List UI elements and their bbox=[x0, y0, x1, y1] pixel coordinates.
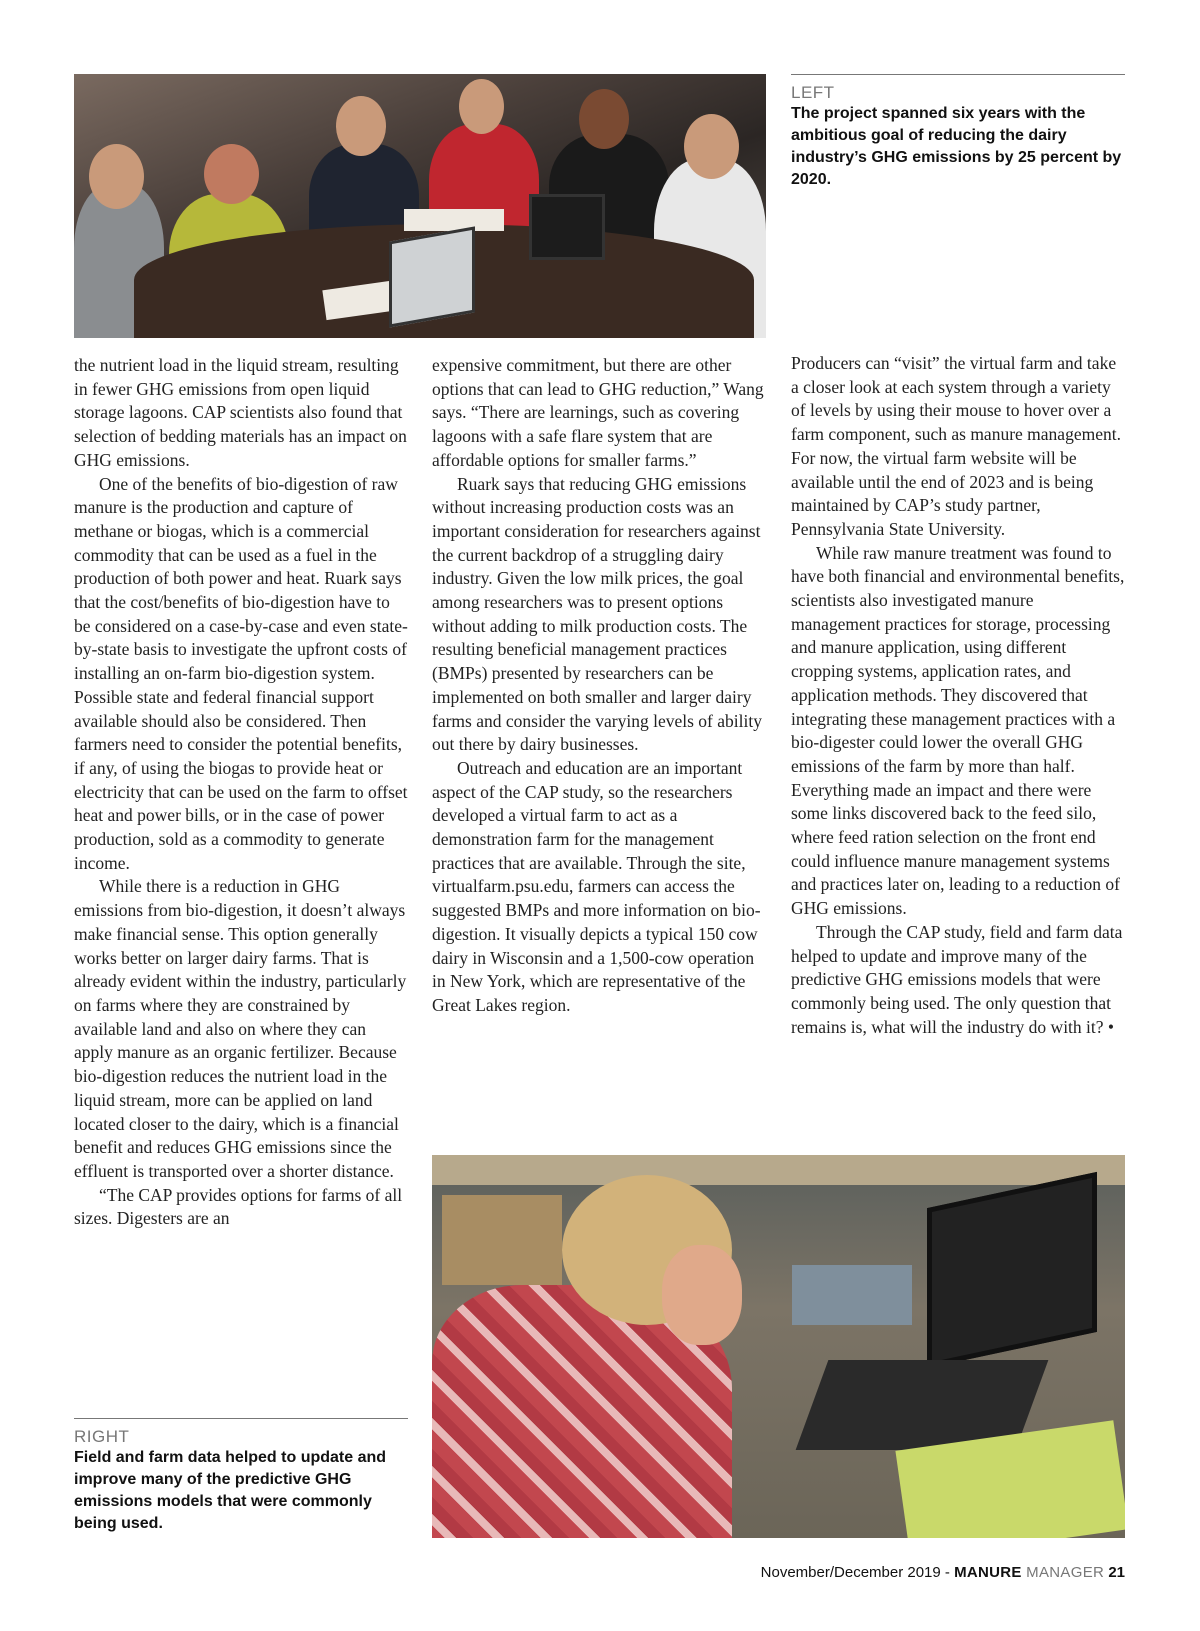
paragraph: Ruark says that reducing GHG emissions without increasing production costs was an important consideration for researchers against the current backdrop of a struggling dairy industry. Given the low milk prices, the goal among researchers was to present options without adding to milk production costs. The resulting beneficial management practices (BMPs) presented by researchers can be implemented on both smaller and larger dairy farms and consider the varying levels of ability out there by dairy businesses. bbox=[432, 473, 762, 755]
caption-right bbox=[74, 1418, 408, 1535]
paragraph: One of the benefits of bio-digestion of raw manure is the production and capture of methane or biogas, which is a commercial commodity that can be used as a fuel in the production of both power and heat. Ruark says that the cost/benefits of bio-digestion have to be considered on a case-by-case and even state-by-state basis to investigate the upfront costs of installing an on-farm bio-digestion system. Possible state and federal financial support available should also be considered. Then farmers need to consider the potential benefits, if any, of using the biogas to provide heat or electricity that can be used on the farm to offset heat and power bills, or in the case of power production, sold as a commodity to generate income. bbox=[74, 473, 408, 873]
caption-label: LEFT bbox=[791, 83, 835, 102]
page-number: 21 bbox=[1108, 1564, 1125, 1581]
caption-label: RIGHT bbox=[74, 1427, 130, 1446]
paragraph: the nutrient load in the liquid stream, resulting in fewer GHG emissions from open liquid storage lagoons. CAP scientists also found that selection of bedding materials has an impact on GHG emissions. bbox=[74, 355, 407, 470]
photo-researcher-laptop bbox=[432, 1155, 1125, 1538]
paragraph: Producers can “visit” the virtual farm and take a closer look at each system through a variety of levels by using their mouse to hover over a farm component, such as manure management. For now, the virtual farm website will be available until the end of 2023 and is being maintained by CAP’s study partner, Pennsylvania State University. bbox=[791, 353, 1121, 539]
article-column-1 bbox=[74, 354, 408, 1231]
caption-text: Field and farm data helped to update and improve many of the predictive GHG emissions models that were commonly being used. bbox=[74, 1449, 387, 1532]
magazine-name-bold: MANURE bbox=[954, 1564, 1022, 1581]
caption-left bbox=[791, 74, 1125, 191]
magazine-name-light: MANAGER bbox=[1021, 1564, 1105, 1581]
paragraph: Outreach and education are an important aspect of the CAP study, so the researchers developed a virtual farm to act as a demonstration farm for the management practices that are available. Through the site, virtualfarm.psu.edu, farmers can access the suggested BMPs and more information on bio-digestion. It visually depicts a typical 150 cow dairy in Wisconsin and a 1,500-cow operation in New York, which are representative of the Great Lakes region. bbox=[432, 757, 761, 1015]
paragraph: Through the CAP study, field and farm data helped to update and improve many of the predictive GHG emissions models that were commonly being used. The only question that remains is, what will the industry do with it? • bbox=[791, 921, 1123, 1037]
issue-date: November/December 2019 - bbox=[760, 1564, 955, 1581]
article-column-3 bbox=[791, 352, 1125, 1039]
paragraph: While raw manure treatment was found to have both financial and environmental benefits, scientists also investigated manure management practices for storage, processing and manure application, using different cropping systems, application rates, and application methods. They discovered that integrating these management practices with a bio-digester could lower the overall GHG emissions of the farm by more than half. Everything made an impact and there were some links discovered back to the feed silo, where feed ration selection on the front end could influence manure management systems and practices later on, leading to a reduction of GHG emissions. bbox=[791, 542, 1125, 919]
caption-text: The project spanned six years with the ambitious goal of reducing the dairy industry’s GHG emissions by 25 percent by 2020. bbox=[791, 105, 1122, 188]
paragraph: expensive commitment, but there are other options that can lead to GHG reduction,” Wang says. “There are learnings, such as covering lagoons with a safe flare system that are affordable options for smaller farms.” bbox=[432, 355, 764, 470]
page-footer bbox=[761, 1564, 1125, 1581]
paragraph: While there is a reduction in GHG emissions from bio-digestion, it doesn’t always make financial sense. This option generally works better on larger dairy farms. That is already evident within the industry, particularly on farms where they are constrained by available land and also on where they can apply manure as an organic fertilizer. Because bio-digestion reduces the nutrient load in the liquid stream, more can be applied on land located closer to the dairy, which is a financial benefit and reduces GHG emissions since the effluent is transported over a shorter distance. bbox=[74, 876, 407, 1181]
article-column-2 bbox=[432, 354, 766, 1018]
paragraph: “The CAP provides options for farms of all sizes. Digesters are an bbox=[74, 1184, 403, 1229]
photo-meeting bbox=[74, 74, 766, 338]
